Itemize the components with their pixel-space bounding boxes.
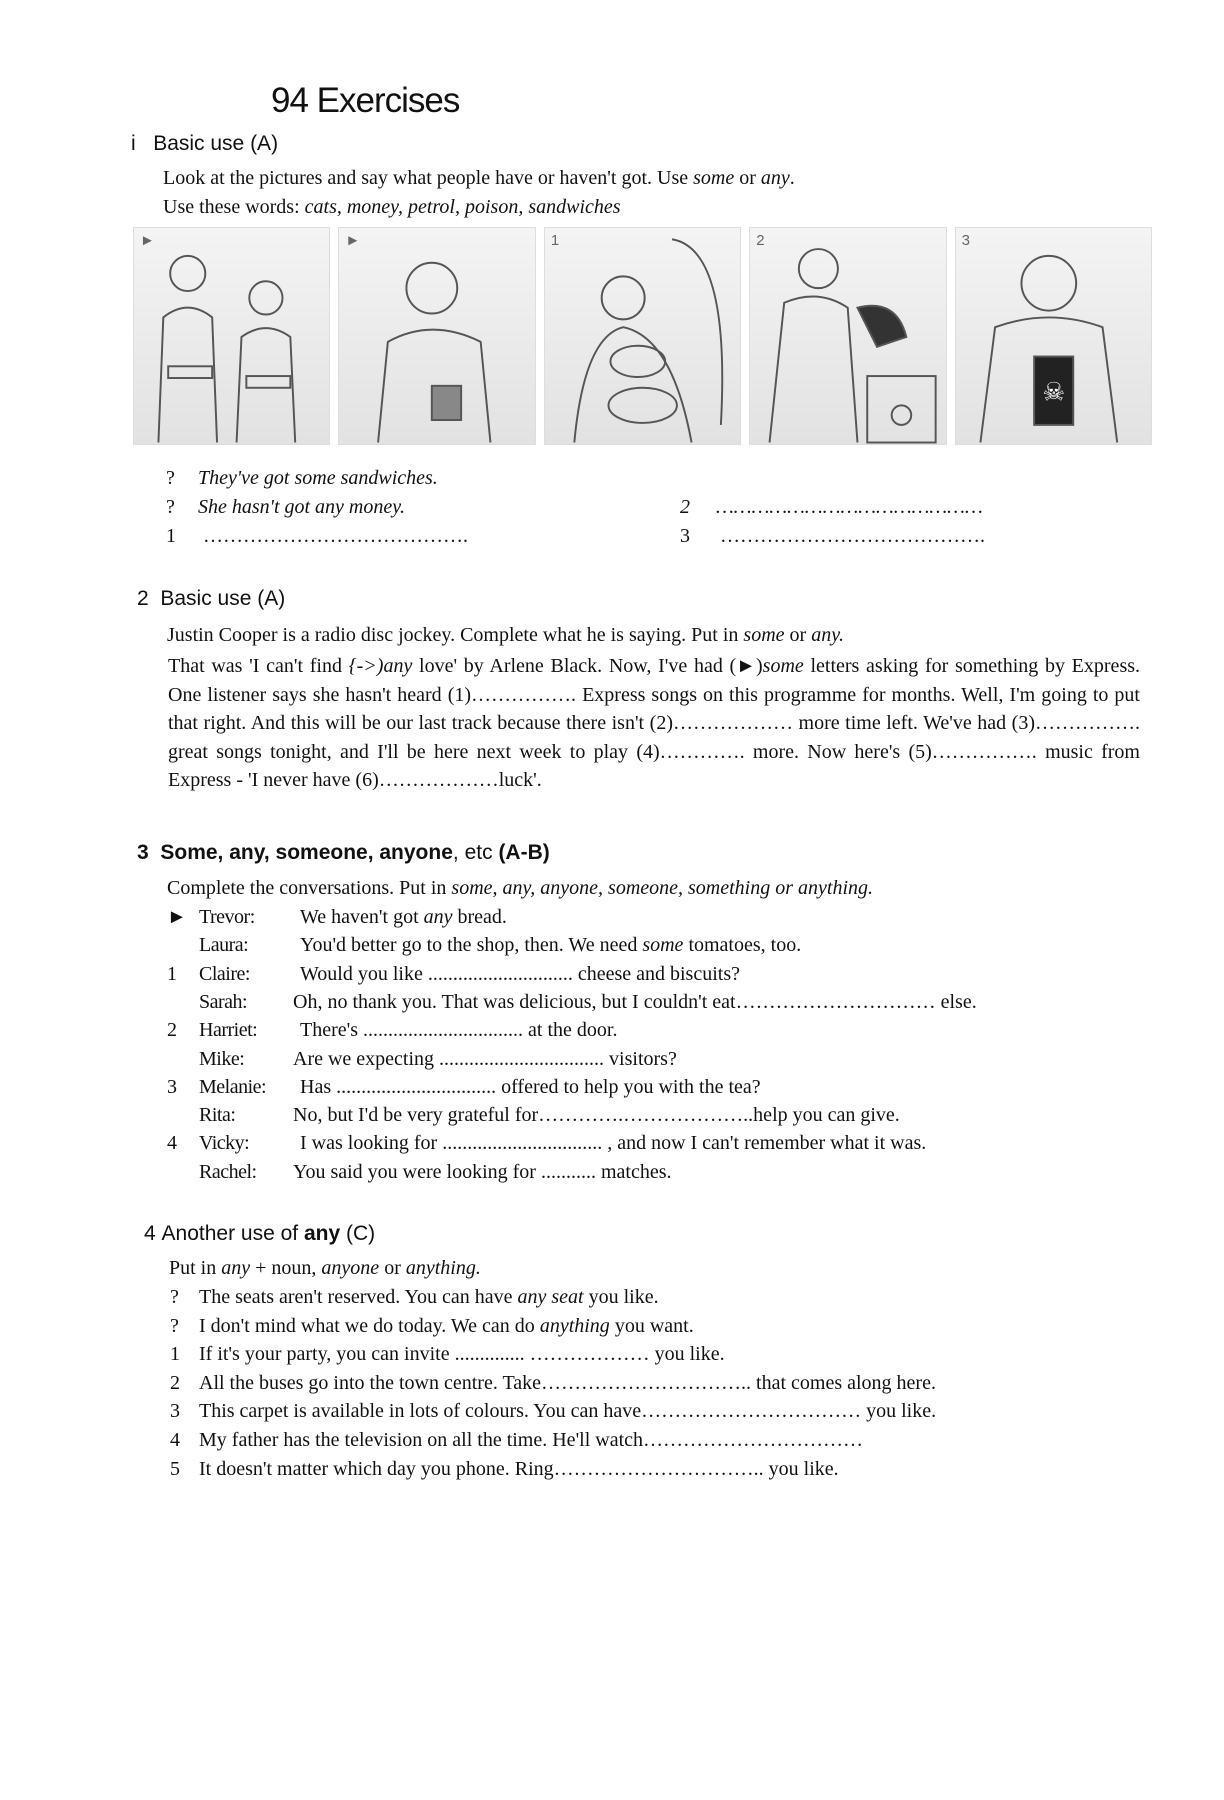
item-sentence[interactable] (199, 1457, 839, 1481)
item-sentence[interactable] (199, 1428, 863, 1452)
dialogue-line[interactable] (293, 1047, 677, 1071)
exercise-title: Another use of (161, 1222, 304, 1245)
exercise-title: Basic use (A) (160, 587, 286, 610)
answer-blank-text: ……………………………………… (716, 496, 983, 518)
exercise-1-heading (131, 131, 278, 157)
item-text: you like. (583, 1286, 659, 1308)
item-marker: 2 (170, 1371, 180, 1394)
speaker-name: Trevor: (199, 906, 255, 928)
dialogue-line[interactable] (293, 990, 977, 1014)
instruction-text: or (784, 624, 812, 646)
item-text: If it's your party, you can invite .............. ……………… you like. (199, 1343, 725, 1366)
exercise-number: 2 (137, 587, 149, 610)
exercise-title-normal: , etc (452, 841, 499, 864)
dialogue-text: You said you were looking for ........... matches. (293, 1160, 672, 1183)
item-sentence (199, 1314, 694, 1338)
exercise-2-instruction (167, 623, 844, 647)
instruction-text: Justin Cooper is a radio disc jockey. Complete what he is saying. Put in (167, 624, 744, 646)
dialogue-text: You'd better go to the shop, then. We need (300, 934, 643, 957)
dialogue-line (300, 933, 801, 957)
instruction-keyword: some (743, 624, 785, 646)
dialogue-line (300, 905, 507, 929)
dialogue-text: tomatoes, too. (683, 934, 802, 957)
answer-blank[interactable]: …………………………………. (720, 525, 985, 547)
item-marker: 4 (170, 1429, 180, 1451)
speaker-name: Sarah: (199, 990, 248, 1013)
exercise-1-word-list (163, 195, 621, 219)
item-marker: 5 (170, 1457, 180, 1480)
instruction-text: . (789, 167, 795, 189)
item-text: It doesn't matter which day you phone. Ring………………………….. you like. (199, 1457, 839, 1480)
speaker-name: Rita: (199, 1104, 236, 1127)
cats-sketch-icon (545, 228, 740, 444)
dialogue-text: Oh, no thank you. That was delicious, but I couldn't eat………………………… else. (293, 990, 977, 1013)
instruction-keyword: any (760, 167, 790, 189)
exercise-number: 3 (137, 841, 149, 864)
dialogue-answer: any (423, 906, 453, 928)
item-sentence[interactable] (199, 1342, 725, 1366)
answer-blank[interactable]: …………………………………. (203, 525, 468, 547)
answer-blank[interactable] (716, 495, 983, 519)
item-marker: ? (170, 1286, 179, 1308)
dialogue-line[interactable] (300, 1131, 926, 1155)
example-marker: ? (166, 467, 175, 489)
picture-label: 1 (550, 232, 560, 249)
example-text: They've got some sandwiches. (198, 467, 438, 489)
item-text: All the buses go into the town centre. Take………………………….. that comes along here. (199, 1371, 936, 1394)
dialogue-text: There's ................................ at the door. (300, 1019, 618, 1042)
exercise-4-instruction (169, 1256, 481, 1280)
picture-label: ► (345, 232, 361, 249)
exercise-3-heading (137, 840, 550, 866)
page-title: 94 Exercises (271, 81, 460, 120)
line-marker: 3 (167, 1075, 177, 1098)
item-marker: 1 (170, 1343, 180, 1366)
line-marker: 2 (167, 1019, 177, 1042)
answer-number: 1 (166, 525, 176, 547)
item-sentence[interactable] (199, 1371, 936, 1395)
example-marker: ? (166, 496, 175, 518)
instruction-text: Complete the conversations. Put in (167, 877, 452, 899)
speaker-name: Melanie: (199, 1075, 267, 1098)
answer-number: 3 (680, 525, 690, 547)
line-marker: 1 (167, 962, 177, 985)
instruction-text: Look at the pictures and say what people have or haven't got. Use (163, 167, 694, 189)
exercise-3-instruction (167, 876, 873, 900)
instruction-keyword: anyone (321, 1257, 380, 1279)
example-answer: some (762, 655, 804, 677)
speaker-name: Vicky: (199, 1132, 250, 1155)
exercise-1-instruction (163, 166, 795, 190)
item-text: The seats aren't reserved. You can have (199, 1286, 518, 1308)
picture-man-with-petrol-can (749, 227, 946, 445)
svg-text:☠: ☠ (1041, 378, 1065, 407)
item-answer: any seat (517, 1286, 584, 1308)
word-list: cats, money, petrol, poison, sandwiches (304, 196, 621, 218)
item-marker: ? (170, 1314, 179, 1337)
speaker-name: Laura: (199, 934, 249, 957)
paragraph-text: love' by Arlene Black. Now, I've had (►) (412, 655, 763, 677)
picture-woman-with-cats (544, 227, 741, 445)
dialogue-line[interactable] (300, 962, 740, 986)
picture-couple-with-sandwiches (133, 227, 330, 445)
dialogue-text: I was looking for ................................ , and now I can't remember what it was. (300, 1132, 927, 1155)
picture-strip (133, 227, 1152, 445)
speaker-name: Rachel: (199, 1160, 257, 1183)
item-answer: anything (539, 1314, 610, 1337)
exercise-4-heading (144, 1221, 375, 1247)
item-text: I don't mind what we do today. We can do (199, 1314, 540, 1337)
speaker-name: Claire: (199, 962, 250, 985)
item-sentence (199, 1285, 659, 1309)
item-sentence[interactable] (199, 1399, 936, 1423)
dialogue-line[interactable] (293, 1160, 671, 1184)
exercise-title-ref: (A-B) (498, 841, 550, 864)
exercise-number: 4 (144, 1222, 156, 1245)
instruction-keywords: some, any, anyone, someone, something or anything. (451, 877, 874, 899)
instruction-keyword: any (221, 1257, 251, 1279)
dialogue-answer: some (642, 934, 684, 957)
picture-label: ► (140, 232, 155, 249)
paragraph-text: That was 'I can't find (168, 655, 349, 677)
dialogue-text: Has ................................ offered to help you with the tea? (300, 1075, 761, 1098)
instruction-text: or (734, 167, 761, 189)
paragraph-text-with-blanks[interactable]: letters asking for something by Express. One listener says she hasn't heard (1)……………. Express songs on this programme for months. Well, I'm going to put that right. And this will be our last track because there isn't (2)……………… more time left. We've had (3)……………. great songs tonight, and I'll be here next week to play (4)…………. more. Now here's (5)……………. music from Express - 'I never have (6)………………luck'. (168, 655, 1141, 791)
instruction-text: Put in (169, 1257, 222, 1279)
line-marker: 4 (167, 1132, 177, 1155)
poison-sketch-icon (956, 228, 1151, 444)
example-answer (198, 466, 438, 490)
exercise-title-ref: (C) (340, 1222, 376, 1245)
instruction-keyword: some (693, 167, 735, 189)
picture-woman-empty-purse (338, 227, 535, 445)
speaker-name: Harriet: (199, 1019, 258, 1042)
item-text: you want. (609, 1314, 694, 1337)
petrol-sketch-icon (750, 228, 945, 444)
dialogue-text: We haven't got (300, 906, 424, 928)
dialogue-text: No, but I'd be very grateful for………….………………..help you can give. (293, 1104, 900, 1127)
dialogue-line[interactable] (293, 1103, 900, 1127)
instruction-text: Use these words: (163, 196, 305, 218)
people-sketch-icon (134, 228, 329, 444)
item-marker: 3 (170, 1400, 180, 1423)
example-answer (198, 495, 405, 519)
dialogue-text: Are we expecting ................................. visitors? (293, 1047, 677, 1070)
speaker-name: Mike: (199, 1047, 245, 1070)
picture-label: 3 (961, 232, 970, 249)
instruction-keyword: anything. (405, 1257, 481, 1279)
dialogue-line[interactable] (300, 1018, 617, 1042)
exercise-number: i (131, 132, 136, 155)
dialogue-text: bread. (452, 906, 507, 928)
picture-man-with-poison-bottle (955, 227, 1152, 445)
exercise-title: Basic use (A) (153, 132, 279, 155)
item-text: My father has the television on all the time. He'll watch…………………………… (199, 1429, 864, 1451)
instruction-keyword: any. (811, 624, 844, 646)
item-text: This carpet is available in lots of colours. You can have…………………………… you like. (199, 1400, 937, 1423)
instruction-text: or (379, 1257, 406, 1279)
dialogue-text: Would you like ............................. cheese and biscuits? (300, 962, 740, 985)
exercise-title-keyword: any (303, 1222, 341, 1245)
example-text: She hasn't got any money. (198, 496, 406, 518)
line-marker: ► (167, 906, 187, 928)
exercise-title: Some, any, someone, anyone (160, 841, 453, 864)
answer-number (680, 495, 690, 519)
instruction-text: + noun, (250, 1257, 322, 1279)
answer-number-text: 2 (680, 496, 690, 518)
picture-label: 2 (756, 232, 765, 249)
exercise-2-paragraph (168, 652, 1140, 795)
exercise-2-heading (137, 586, 285, 612)
woman-sketch-icon (339, 228, 534, 444)
dialogue-line[interactable] (300, 1075, 761, 1099)
example-answer: {->)any (348, 655, 413, 677)
